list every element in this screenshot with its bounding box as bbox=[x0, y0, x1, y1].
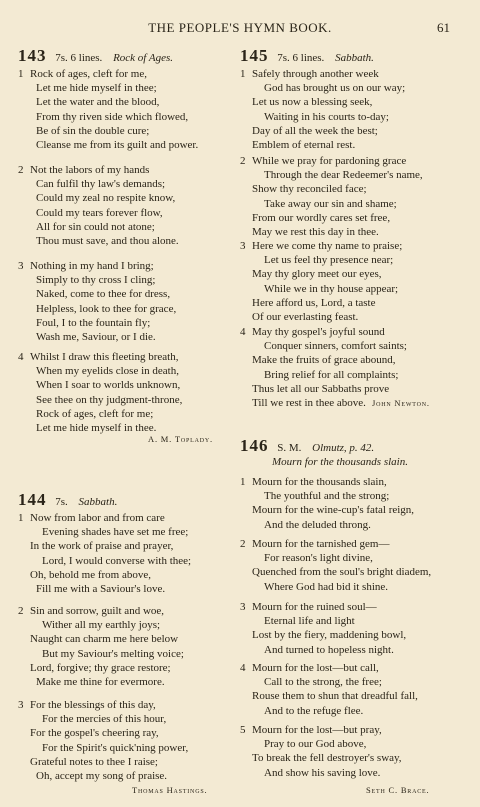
verse-line-text: All for sin could not atone; bbox=[36, 220, 155, 233]
verse bbox=[240, 661, 418, 718]
verse-line bbox=[18, 378, 182, 392]
running-head: THE PEOPLE'S HYMN BOOK. bbox=[148, 20, 332, 35]
verse-line-text: Oh, behold me from above, bbox=[30, 568, 151, 581]
verse-line bbox=[240, 518, 414, 532]
verse-line bbox=[18, 755, 188, 769]
verse-line-text: May thy glory meet our eyes, bbox=[252, 268, 382, 281]
verse-line-text: Make me thine for evermore. bbox=[36, 675, 165, 688]
verse-line-text: Mourn for the wine-cup's fatal reign, bbox=[252, 504, 415, 517]
verse-number: 3 bbox=[18, 699, 24, 711]
verse-line-text: Day of all the week the best; bbox=[252, 124, 378, 137]
verse-number: 1 bbox=[240, 476, 246, 488]
verse-number: 2 bbox=[18, 164, 24, 176]
verse-line-text: Let us feel thy presence near; bbox=[264, 254, 394, 267]
verse-line-text: Whilst I draw this fleeting breath, bbox=[30, 351, 179, 363]
verse-number: 4 bbox=[240, 662, 246, 674]
verse-line-text: While we in thy house appear; bbox=[264, 282, 399, 295]
verse-line-text: May thy gospel's joyful sound bbox=[252, 326, 385, 338]
hymn-author: Thomas Hastings. bbox=[132, 785, 208, 795]
verse-line-text: Bring relief for all complaints; bbox=[264, 368, 399, 381]
verse-line bbox=[240, 628, 406, 642]
verse-line bbox=[18, 525, 191, 539]
verse-line-text: Be of sin the double cure; bbox=[36, 124, 150, 137]
verse-line bbox=[240, 325, 407, 339]
hymn-author: John Newton. bbox=[372, 398, 430, 408]
hymn-author: Seth C. Brace. bbox=[366, 785, 430, 795]
verse bbox=[18, 698, 188, 783]
verse-line-text: Mourn for the ruined soul— bbox=[252, 601, 377, 613]
verse-line bbox=[240, 225, 423, 239]
verse-line-text: Oh, accept my song of praise. bbox=[36, 769, 168, 782]
verse-line bbox=[18, 350, 182, 364]
verse-line bbox=[240, 489, 414, 503]
verse-line bbox=[18, 67, 198, 81]
verse bbox=[240, 67, 405, 152]
verse-line-text: Cleanse me from its guilt and power. bbox=[36, 138, 199, 151]
verse-line bbox=[240, 310, 402, 324]
verse-line bbox=[18, 234, 179, 248]
verse-line bbox=[240, 675, 418, 689]
verse-line bbox=[240, 766, 402, 780]
verse-line bbox=[240, 253, 402, 267]
verse-line-text: The youthful and the strong; bbox=[264, 490, 390, 503]
hymn-145-header bbox=[240, 46, 374, 66]
verse-line-text: For the blessings of this day, bbox=[30, 699, 156, 711]
verse-line bbox=[240, 124, 405, 138]
verse-line bbox=[240, 661, 418, 675]
verse-line-text: Let the water and the blood, bbox=[36, 96, 160, 109]
hymn-number: 144 bbox=[18, 490, 47, 509]
verse-line-text: Quenched from the soul's bright diadem, bbox=[252, 566, 432, 579]
verse bbox=[18, 604, 184, 689]
verse-number: 1 bbox=[18, 68, 24, 80]
verse-line-text: Lord, I would converse with thee; bbox=[42, 554, 192, 567]
verse bbox=[240, 475, 414, 532]
verse-line-text: Take away our sin and shame; bbox=[264, 197, 397, 210]
verse-number: 5 bbox=[240, 724, 246, 736]
verse-line-text: Call to the strong, the free; bbox=[264, 676, 382, 689]
verse-line bbox=[240, 643, 406, 657]
verse-line bbox=[18, 220, 179, 234]
verse bbox=[240, 723, 402, 780]
hymn-tune: Sabbath. bbox=[78, 496, 118, 508]
verse-line bbox=[18, 769, 188, 783]
verse-line-text: And turned to hopeless night. bbox=[264, 643, 394, 656]
verse-line bbox=[18, 726, 188, 740]
verse-number: 2 bbox=[18, 605, 24, 617]
verse-line-text: From thy riven side which flowed, bbox=[36, 110, 189, 123]
verse-line-text: In the work of praise and prayer, bbox=[30, 540, 174, 553]
verse-line bbox=[240, 551, 431, 565]
verse-line-text: Not the labors of my hands bbox=[30, 164, 150, 176]
verse-line bbox=[18, 138, 198, 152]
verse-line-text: Safely through another week bbox=[252, 68, 379, 80]
verse-line-text: Mourn for the tarnished gem— bbox=[252, 538, 390, 550]
verse-number: 4 bbox=[18, 351, 24, 363]
verse-line bbox=[18, 698, 188, 712]
verse-line bbox=[240, 475, 414, 489]
verse-line bbox=[240, 737, 402, 751]
verse-line-text: Simply to thy cross I cling; bbox=[36, 274, 156, 287]
verse-line-text: May we rest this day in thee. bbox=[252, 225, 379, 238]
verse-line-text: For reason's light divine, bbox=[264, 552, 373, 565]
verse-line bbox=[240, 723, 402, 737]
verse-line bbox=[18, 741, 188, 755]
verse-line bbox=[18, 364, 182, 378]
verse-line-text: Fill me with a Saviour's love. bbox=[36, 582, 166, 595]
verse-line bbox=[18, 110, 198, 124]
verse-line bbox=[240, 689, 418, 703]
verse-line-text: Show thy reconciled face; bbox=[252, 183, 367, 196]
verse-line-text: Can fulfil thy law's demands; bbox=[36, 178, 166, 191]
verse-number: 3 bbox=[18, 260, 24, 272]
verse-line-text: But my Saviour's melting voice; bbox=[42, 647, 184, 660]
verse-line bbox=[240, 197, 423, 211]
verse-line-text: Here afford us, Lord, a taste bbox=[252, 296, 376, 309]
hymn-number: 146 bbox=[240, 436, 269, 455]
verse-line bbox=[240, 154, 423, 168]
verse-line-text: Till we rest in thee above. bbox=[252, 396, 366, 409]
verse-line-text: Let us now a blessing seek, bbox=[252, 96, 373, 109]
hymn-meter: S. M. bbox=[277, 442, 302, 454]
verse bbox=[240, 537, 431, 594]
verse-line-text: Emblem of eternal rest. bbox=[252, 138, 356, 151]
verse-line bbox=[18, 124, 198, 138]
verse-line-text: Sin and sorrow, guilt and woe, bbox=[30, 605, 165, 617]
verse-line bbox=[240, 751, 402, 765]
verse-line bbox=[240, 614, 406, 628]
verse-line bbox=[18, 604, 184, 618]
verse bbox=[18, 259, 176, 344]
verse-line bbox=[240, 565, 431, 579]
verse-line-text: To break the fell destroyer's sway, bbox=[252, 752, 402, 765]
verse bbox=[18, 350, 182, 435]
verse-line-text: Mourn for the lost—but pray, bbox=[252, 724, 382, 736]
verse-line-text: And to the refuge flee. bbox=[264, 704, 364, 717]
verse-line-text: Lord, forgive; thy grace restore; bbox=[30, 661, 171, 674]
verse-line bbox=[240, 296, 402, 310]
verse bbox=[18, 163, 179, 248]
verse-line-text: Let me hide myself in thee. bbox=[36, 421, 157, 434]
verse-line-text: Thou must save, and thou alone. bbox=[36, 234, 179, 247]
verse-line bbox=[240, 353, 407, 367]
verse-line bbox=[240, 267, 402, 281]
hymn-144-header bbox=[18, 490, 117, 510]
verse-line-text: See thee on thy judgment-throne, bbox=[36, 393, 183, 406]
verse-line-text: Now from labor and from care bbox=[30, 512, 165, 524]
verse-line-text: While we pray for pardoning grace bbox=[252, 155, 407, 167]
hymn-tune: Sabbath. bbox=[335, 52, 374, 64]
hymn-143-header bbox=[18, 46, 173, 66]
verse-line-text: Naught can charm me here below bbox=[30, 633, 179, 646]
hymn-meter: 7s. 6 lines. bbox=[277, 52, 325, 64]
verse-number: 1 bbox=[240, 68, 246, 80]
verse-line bbox=[18, 661, 184, 675]
verse-line-text: And show his saving love. bbox=[264, 766, 381, 779]
verse-line bbox=[240, 95, 405, 109]
verse-line bbox=[240, 81, 405, 95]
verse-line bbox=[240, 239, 402, 253]
verse-line bbox=[18, 95, 198, 109]
verse-line-text: Rouse them to shun that dreadful fall, bbox=[252, 690, 418, 703]
verse-line-text: Grateful notes to thee I raise; bbox=[30, 755, 158, 768]
verse-line bbox=[18, 81, 198, 95]
verse-number: 1 bbox=[18, 512, 24, 524]
verse-line-text: Nothing in my hand I bring; bbox=[30, 260, 154, 272]
verse-line-text: Let me hide myself in thee; bbox=[36, 82, 157, 95]
verse-line bbox=[240, 211, 423, 225]
hymn-number: 143 bbox=[18, 46, 47, 65]
verse-line bbox=[18, 259, 176, 273]
verse-line bbox=[240, 600, 406, 614]
verse-number: 4 bbox=[240, 326, 246, 338]
verse-line bbox=[18, 632, 184, 646]
verse-line bbox=[18, 206, 179, 220]
verse-line-text: For the mercies of this hour, bbox=[42, 713, 167, 726]
verse-line-text: When my eyelids close in death, bbox=[36, 365, 179, 378]
verse-number: 2 bbox=[240, 155, 246, 167]
verse-line bbox=[18, 675, 184, 689]
verse-line bbox=[240, 138, 405, 152]
verse-line-text: Through the dear Redeemer's name, bbox=[264, 169, 423, 182]
verse-line bbox=[240, 339, 407, 353]
verse-line bbox=[240, 67, 405, 81]
hymn-meter: 7s. 6 lines. bbox=[55, 52, 103, 64]
hymn-146-header bbox=[240, 436, 374, 456]
verse-line-text: And the deluded throng. bbox=[264, 518, 371, 531]
page-number: 61 bbox=[437, 20, 450, 35]
verse-line-text: When I soar to worlds unknown, bbox=[36, 379, 181, 392]
hymn-meter: 7s. bbox=[55, 496, 68, 508]
verse-line bbox=[240, 182, 423, 196]
verse-line-text: Could my tears forever flow, bbox=[36, 206, 163, 219]
verse-number: 3 bbox=[240, 240, 246, 252]
hymn-subtitle: Mourn for the thousands slain. bbox=[272, 456, 408, 468]
verse-line bbox=[18, 393, 182, 407]
verse-line-text: Conquer sinners, comfort saints; bbox=[264, 340, 407, 353]
verse-line bbox=[18, 177, 179, 191]
verse bbox=[240, 600, 406, 657]
verse-line-text: For the Spirit's quick'ning power, bbox=[42, 741, 189, 754]
verse-line-text: Here we come thy name to praise; bbox=[252, 240, 403, 252]
verse-line bbox=[18, 302, 176, 316]
verse-line-text: God has brought us on our way; bbox=[264, 82, 406, 95]
verse-line bbox=[18, 273, 176, 287]
hymn-number: 145 bbox=[240, 46, 269, 65]
hymn-author: A. M. Toplady. bbox=[148, 434, 213, 444]
verse-line-text: From our wordly cares set free, bbox=[252, 211, 391, 224]
verse-line bbox=[18, 539, 191, 553]
verse-line-text: Wash me, Saviour, or I die. bbox=[36, 330, 156, 343]
verse-line-text: For the gospel's cheering ray, bbox=[30, 727, 159, 740]
verse bbox=[18, 511, 191, 596]
verse-line-text: Make the fruits of grace abound, bbox=[252, 354, 396, 367]
verse-line bbox=[18, 647, 184, 661]
verse-line-text: Foul, I to the fountain fly; bbox=[36, 316, 151, 329]
verse-line-text: Pray to our God above, bbox=[264, 738, 367, 751]
verse-line-text: Rock of ages, cleft for me, bbox=[30, 68, 147, 80]
verse-line-text: Could my zeal no respite know, bbox=[36, 192, 176, 205]
verse-line bbox=[240, 704, 418, 718]
verse-line-text: Lost by the fiery, maddening bowl, bbox=[252, 629, 407, 642]
verse-line-text: Helpless, look to thee for grace, bbox=[36, 302, 177, 315]
verse bbox=[18, 67, 198, 152]
verse-number: 3 bbox=[240, 601, 246, 613]
verse bbox=[240, 154, 423, 239]
verse-line bbox=[18, 407, 182, 421]
verse-line bbox=[18, 330, 176, 344]
verse-line-text: Thus let all our Sabbaths prove bbox=[252, 382, 390, 395]
verse-line bbox=[18, 712, 188, 726]
verse-line bbox=[18, 191, 179, 205]
verse-line-text: Of our everlasting feast. bbox=[252, 310, 359, 323]
verse-line bbox=[18, 568, 191, 582]
verse-line-text: Naked, come to thee for dress, bbox=[36, 288, 171, 301]
verse bbox=[240, 239, 402, 324]
verse-line-text: Waiting in his courts to-day; bbox=[264, 110, 389, 123]
verse-line bbox=[18, 421, 182, 435]
verse-line bbox=[18, 287, 176, 301]
verse-line-text: Rock of ages, cleft for me; bbox=[36, 407, 154, 420]
verse-line bbox=[240, 382, 407, 396]
verse-line bbox=[240, 168, 423, 182]
verse-line-text: Mourn for the thousands slain, bbox=[252, 476, 387, 488]
hymn-tune: Rock of Ages. bbox=[113, 52, 174, 64]
verse-line-text: Wither all my earthly joys; bbox=[42, 619, 161, 632]
verse-line bbox=[240, 580, 431, 594]
verse-line bbox=[18, 554, 191, 568]
verse-number: 2 bbox=[240, 538, 246, 550]
verse-line bbox=[18, 618, 184, 632]
verse-line bbox=[18, 163, 179, 177]
verse-line bbox=[240, 110, 405, 124]
hymn-tune: Olmutz, p. 42. bbox=[312, 442, 375, 454]
verse-line bbox=[240, 368, 407, 382]
verse-line bbox=[240, 503, 414, 517]
verse-line bbox=[18, 582, 191, 596]
verse-line-text: Mourn for the lost—but call, bbox=[252, 662, 379, 674]
verse-line bbox=[18, 511, 191, 525]
verse-line-text: Where God had bid it shine. bbox=[264, 580, 389, 593]
verse-line-text: Eternal life and light bbox=[264, 615, 355, 628]
verse-line bbox=[240, 537, 431, 551]
verse-line-text: Evening shades have set me free; bbox=[42, 526, 189, 539]
verse-line bbox=[18, 316, 176, 330]
verse-line bbox=[240, 282, 402, 296]
